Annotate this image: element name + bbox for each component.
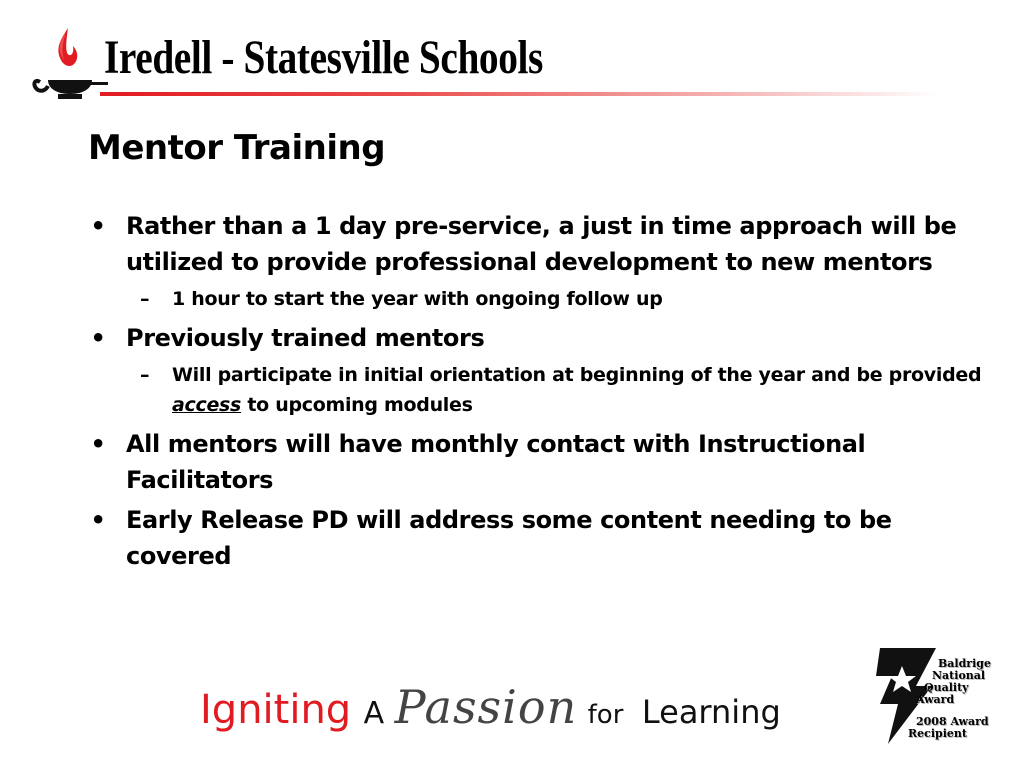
- award-line: Recipient: [908, 727, 967, 740]
- lamp-of-learning-logo-icon: [30, 22, 110, 106]
- list-item: [88, 502, 988, 574]
- sub-bullet-text: Will participate in initial orientation at beginning of the year and be provided: [172, 364, 982, 386]
- slide-header: [0, 0, 1024, 110]
- footer-tagline: [200, 680, 781, 750]
- tagline-for: for: [587, 700, 624, 730]
- list-item: [88, 320, 988, 356]
- bullet-text: Rather than a 1 day pre-service, a just in time approach will be utilized to provide professional development to new mentors: [126, 212, 957, 276]
- tagline-a: A: [363, 696, 385, 731]
- sub-bullet-text: 1 hour to start the year with ongoing follow up: [172, 288, 663, 310]
- sub-list-item: [88, 284, 988, 314]
- bullet-list: [88, 208, 988, 578]
- award-line: Quality: [924, 681, 969, 694]
- bullet-text: All mentors will have monthly contact with Instructional Facilitators: [126, 430, 866, 494]
- access-link[interactable]: access: [172, 394, 242, 416]
- sub-list-item: [88, 360, 988, 420]
- sub-bullet-marker: –: [140, 364, 150, 386]
- sub-bullet-text-suffix: to upcoming modules: [241, 394, 473, 416]
- list-item: [88, 426, 988, 498]
- award-line: Baldrige: [938, 657, 991, 670]
- bullet-marker: •: [90, 212, 106, 240]
- bullet-marker: •: [90, 506, 106, 534]
- award-line: Award: [916, 693, 955, 706]
- award-line: National: [932, 669, 986, 682]
- baldrige-award-badge: [858, 646, 998, 746]
- list-item: [88, 208, 988, 280]
- award-line: 2008 Award: [916, 715, 989, 728]
- district-name: Iredell - Statesville Schools: [104, 31, 543, 84]
- bullet-marker: •: [90, 430, 106, 458]
- tagline-learning: Learning: [641, 693, 781, 731]
- bullet-text: Previously trained mentors: [126, 324, 485, 352]
- tagline-passion: Passion: [394, 680, 578, 734]
- bullet-text: Early Release PD will address some content needing to be covered: [126, 506, 892, 570]
- tagline-igniting: Igniting: [200, 687, 352, 733]
- bullet-marker: •: [90, 324, 106, 352]
- sub-bullet-marker: –: [140, 288, 150, 310]
- header-divider: [100, 92, 940, 96]
- slide-title: Mentor Training: [88, 128, 386, 168]
